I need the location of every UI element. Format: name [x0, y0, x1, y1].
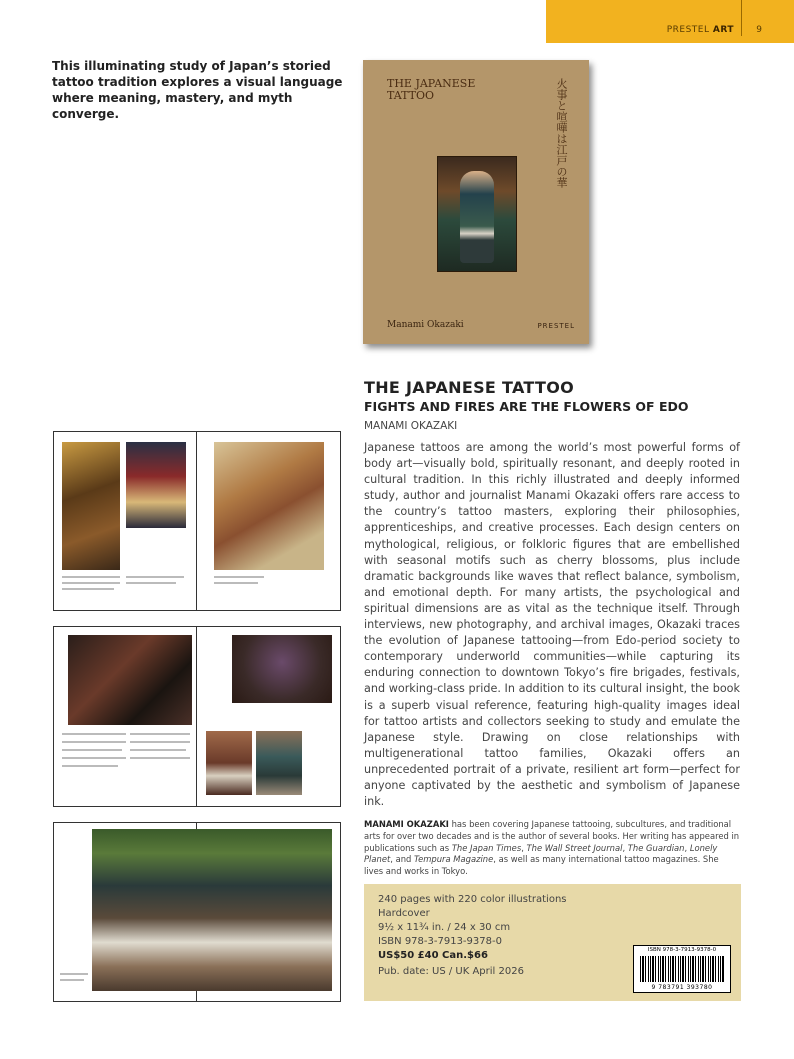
- text-line: [60, 973, 88, 975]
- book-subtitle: FIGHTS AND FIRES ARE THE FLOWERS OF EDO: [364, 399, 689, 414]
- spread-image: [232, 635, 332, 703]
- barcode-isbn-label: ISBN 978-3-7913-9378-0: [647, 947, 717, 953]
- spread-image: [126, 442, 186, 528]
- text-line: [62, 765, 118, 767]
- spec-price: US$50 £40 Can.$66: [378, 950, 488, 961]
- cover-title: THE JAPANESE TATTOO: [387, 77, 476, 102]
- spread-image: [68, 635, 192, 725]
- page-number: 9: [756, 25, 762, 35]
- text-line: [130, 733, 190, 735]
- isbn-barcode: [633, 945, 731, 993]
- cover-logo: PRESTEL: [537, 322, 575, 330]
- text-line: [62, 757, 126, 759]
- author-bio: MANAMI OKAZAKI has been covering Japanese tattooing, subcultures, and traditional arts for over two decades and is the author of several books. Her writing has appeared in publications such as The Japan Times, The Wall Street Journal, The Guardian, Lonely Planet, and Tempura Magazine, as well as many international tattoo magazines. She lives and works in Tokyo.: [364, 819, 740, 877]
- spread-gutter: [196, 627, 197, 806]
- text-line: [130, 757, 190, 759]
- header-tab: [546, 0, 794, 43]
- text-line: [62, 741, 126, 743]
- spread-image: [214, 442, 324, 570]
- cover-japanese-title: 火事と喧嘩は江戸の華: [555, 78, 568, 188]
- spread-preview-2: [53, 626, 341, 807]
- spec-isbn: ISBN 978-3-7913-9378-0: [378, 936, 502, 947]
- text-line: [62, 582, 120, 584]
- cover-author: Manami Okazaki: [387, 320, 464, 330]
- spread-image: [62, 442, 120, 570]
- cover-photo: [437, 156, 517, 272]
- spec-pub-date: Pub. date: US / UK April 2026: [378, 966, 524, 977]
- book-description: Japanese tattoos are among the world’s most powerful forms of body art—visually bold, spiritually resonant, and deeply rooted in cultural tradition. In this richly illustrated and deeply informed study, author and journalist Manami Okazaki offers rare access to the country’s tattoo masters, exploring their philosophies, apprenticeships, and creative processes. Each design centers on mythological, religious, or folkloric figures that are embellished with seasonal motifs such as cherry blossoms, plus include dramatic backgrounds like waves that reflect balance, symbolism, and emotional depth. For many artists, the psychological and spiritual dimensions are as vital as the technique itself. Through interviews, new photography, and archival images, Okazaki traces the evolution of Japanese tattooing—from Edo-period society to contemporary underworld communities—while capturing its enduring connection to downtown Tokyo’s fire brigades, festivals, and working-class pride. In addition to its cultural insight, the book is a superb visual reference, featuring high-quality images ideal for tattoo artists and collectors seeking to study and emulate the Japanese style. Drawing on close relationships with multigenerational tattoo families, Okazaki offers an unprecedented portrait of a private, resilient art form—perfect for anyone captivated by the aesthetic and symbolism of Japanese ink.: [364, 441, 740, 809]
- text-line: [62, 588, 114, 590]
- book-title: THE JAPANESE TATTOO: [364, 378, 575, 397]
- spread-preview-1: [53, 431, 341, 611]
- text-line: [126, 582, 176, 584]
- spread-image: [206, 731, 252, 795]
- spread-gutter: [196, 432, 197, 610]
- text-line: [214, 582, 258, 584]
- text-line: [60, 979, 84, 981]
- text-line: [126, 576, 184, 578]
- text-line: [130, 749, 186, 751]
- cover-figure: [460, 171, 494, 263]
- intro-text: This illuminating study of Japan’s storied tattoo tradition explores a visual language where meaning, mastery, and myth converge.: [52, 59, 343, 121]
- text-line: [62, 576, 120, 578]
- spec-pages: 240 pages with 220 color illustrations: [378, 894, 567, 905]
- publisher-label: PRESTEL ART: [666, 25, 734, 35]
- book-author: MANAMI OKAZAKI: [364, 420, 458, 432]
- text-line: [130, 741, 190, 743]
- spread-preview-3: [53, 822, 341, 1002]
- spread-image: [256, 731, 302, 795]
- spread-image: [92, 829, 332, 991]
- text-line: [214, 576, 264, 578]
- barcode-bars: [640, 956, 724, 982]
- barcode-digits: 9 783791 393780: [651, 984, 713, 991]
- spec-size: 9½ x 11¾ in. / 24 x 30 cm: [378, 922, 511, 933]
- spec-binding: Hardcover: [378, 908, 430, 919]
- text-line: [62, 749, 122, 751]
- header-divider: [741, 0, 742, 36]
- book-cover: [363, 60, 589, 344]
- text-line: [62, 733, 126, 735]
